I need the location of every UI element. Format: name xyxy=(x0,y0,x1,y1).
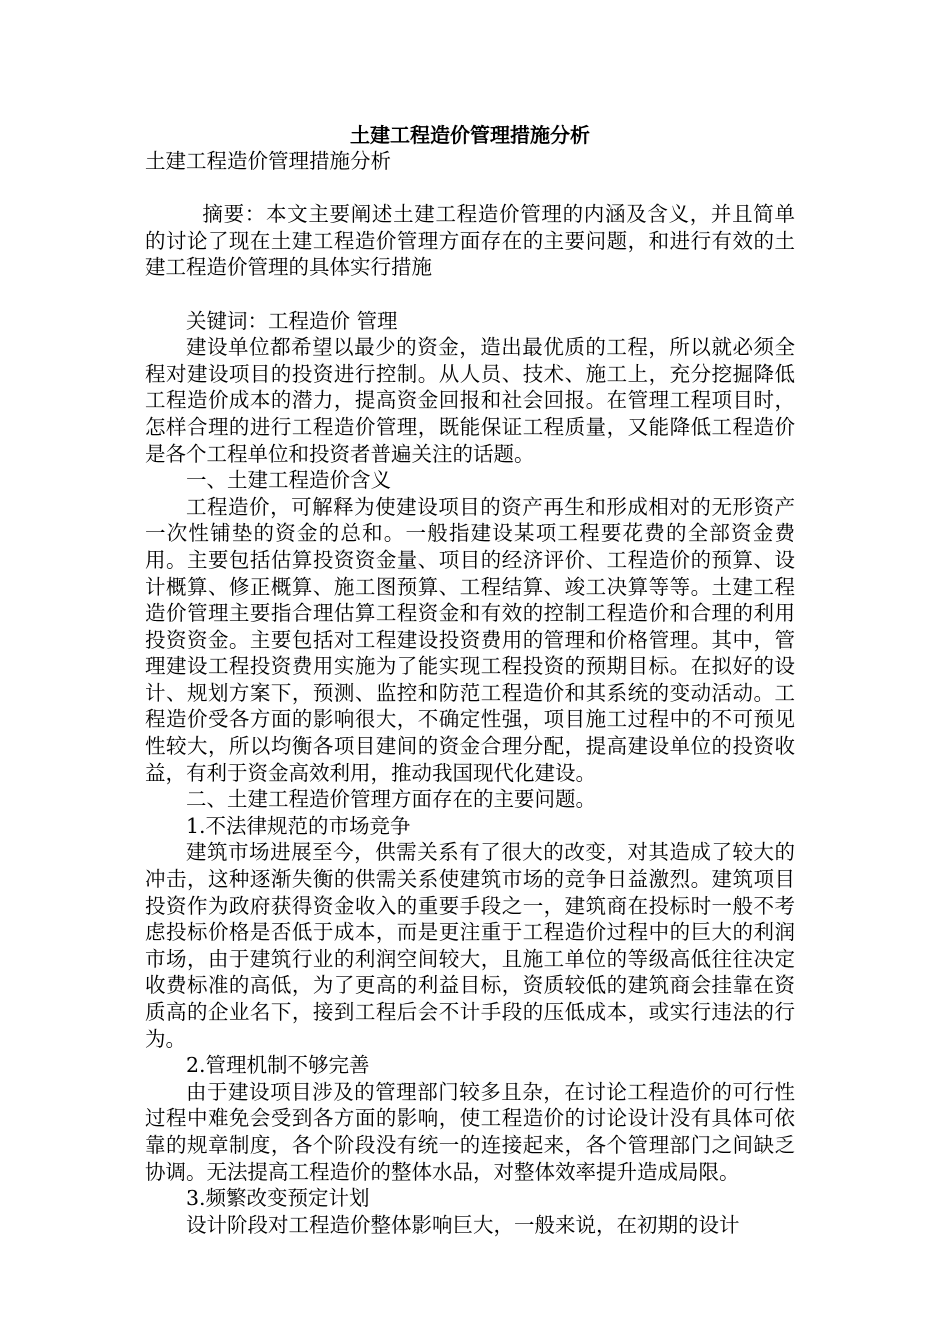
intro-paragraph: 建设单位都希望以最少的资金，造出最优质的工程，所以就必须全程对建设项目的投资进行控制。从人员、技术、施工上，充分挖掘降低工程造价成本的潜力，提高资金回报和社会回报。在管理工程项目时，怎样合理的进行工程造价管理，既能保证工程质量，又能降低工程造价是各个工程单位和投资者普遍关注的话题。 xyxy=(145,335,795,466)
keywords-line: 关键词：工程造价 管理 xyxy=(186,308,398,333)
subsection-1-heading: 1.不法律规范的市场竞争 xyxy=(186,813,411,838)
spacer xyxy=(145,281,795,308)
abstract-paragraph: 摘要：本文主要阐述土建工程造价管理的内涵及含义，并且简单的讨论了现在土建工程造价管理方面存在的主要问题，和进行有效的土建工程造价管理的具体实行措施 xyxy=(145,202,795,280)
section-1-paragraph: 工程造价，可解释为使建设项目的资产再生和形成相对的无形资产一次性铺垫的资金的总和。一般指建设某项工程要花费的全部资金费用。主要包括估算投资资金量、项目的经济评价、工程造价的预算、设计概算、修正概算、施工图预算、工程结算、竣工决算等等。土建工程造价管理主要指合理估算工程资金和有效的控制工程造价和合理的利用投资资金。主要包括对工程建设投资费用的管理和价格管理。其中，管理建设工程投资费用实施为了能实现工程投资的预期目标。在拟好的设计、规划方案下，预测、监控和防范工程造价和其系统的变动活动。工程造价受各方面的影响很大，不确定性强，项目施工过程中的不可预见性较大，所以均衡各项目建间的资金合理分配，提高建设单位的投资收益，有利于资金高效利用，推动我国现代化建设。 xyxy=(145,494,795,785)
subsection-2-paragraph: 由于建设项目涉及的管理部门较多且杂，在讨论工程造价的可行性过程中难免会受到各方面的影响，使工程造价的讨论设计没有具体可依靠的规章制度，各个阶段没有统一的连接起来，各个管理部门之间缺乏协调。无法提高工程造价的整体水品，对整体效率提升造成局限。 xyxy=(145,1079,795,1184)
section-1-heading: 一、土建工程造价含义 xyxy=(186,468,391,493)
document-subtitle: 土建工程造价管理措施分析 xyxy=(145,149,391,173)
document-page xyxy=(145,122,795,1238)
subsection-2-heading: 2.管理机制不够完善 xyxy=(186,1053,370,1078)
subsection-3-heading: 3.频繁改变预定计划 xyxy=(186,1186,370,1211)
section-2-heading: 二、土建工程造价管理方面存在的主要问题。 xyxy=(186,787,596,812)
subsection-1-paragraph: 建筑市场进展至今，供需关系有了很大的改变，对其造成了较大的冲击，这种逐渐失衡的供需关系使建筑市场的竞争日益激烈。建筑项目投资作为政府获得资金收入的重要手段之一，建筑商在投标时一般不考虑投标价格是否低于成本，而是更注重于工程造价过程中的巨大的利润市场，由于建筑行业的利润空间较大，且施工单位的等级高低往往决定收费标准的高低，为了更高的利益目标，资质较低的建筑商会挂靠在资质高的企业名下，接到工程后会不计手段的压低成本，或实行违法的行为。 xyxy=(145,840,795,1051)
document-title: 土建工程造价管理措施分析 xyxy=(350,123,590,147)
subsection-3-paragraph: 设计阶段对工程造价整体影响巨大，一般来说，在初期的设计 xyxy=(186,1212,740,1237)
spacer xyxy=(145,175,795,202)
